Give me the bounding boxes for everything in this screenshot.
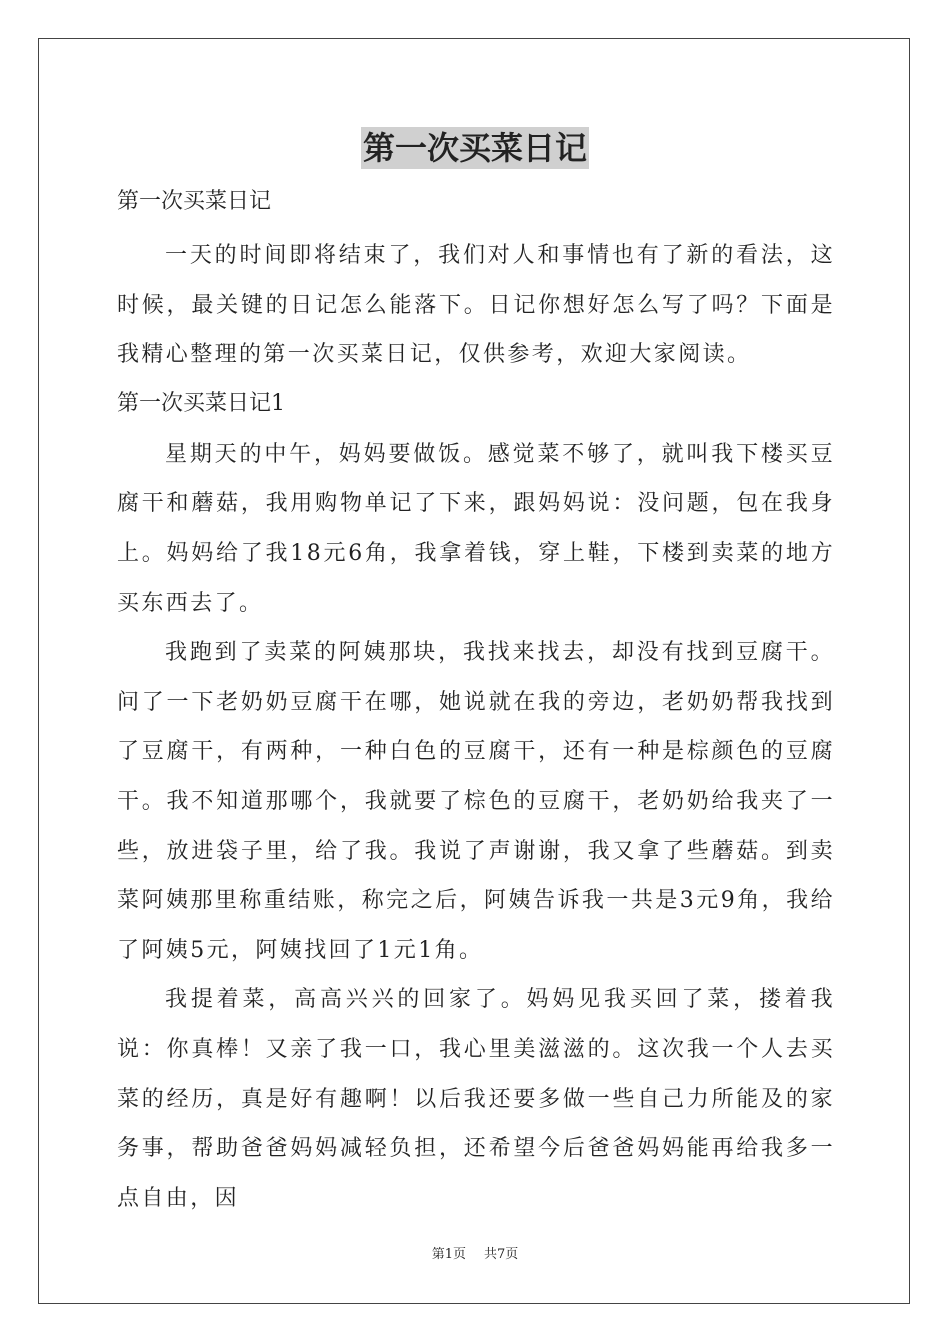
page-footer — [0, 1246, 950, 1264]
intro-paragraph: 一天的时间即将结束了，我们对人和事情也有了新的看法，这时候，最关键的日记怎么能落下。日记你想好怎么写了吗？下面是我精心整理的第一次买菜日记，仅供参考，欢迎大家阅读。 — [117, 243, 835, 368]
body-paragraph: 星期天的中午，妈妈要做饭。感觉菜不够了，就叫我下楼买豆腐干和蘑菇，我用购物单记了下来，跟妈妈说：没问题，包在我身上。妈妈给了我18元6角，我拿着钱，穿上鞋，下楼到卖菜的地方买东西去了。 — [117, 441, 835, 616]
document-title: 第一次买菜日记 — [362, 129, 587, 167]
total-pages: 共7页 — [484, 1247, 519, 1262]
section-heading: 第一次买菜日记1 — [117, 390, 285, 416]
page-number: 第1页 — [431, 1247, 466, 1262]
body-paragraph: 我跑到了卖菜的阿姨那块，我找来找去，却没有找到豆腐干。问了一下老奶奶豆腐干在哪，她说就在我的旁边，老奶奶帮我找到了豆腐干，有两种，一种白色的豆腐干，还有一种是棕颜色的豆腐干。我不知道那哪个，我就要了棕色的豆腐干，老奶奶给我夹了一些，放进袋子里，给了我。我说了声谢谢，我又拿了些蘑菇。到卖菜阿姨那里称重结账，称完之后，阿姨告诉我一共是3元9角，我给了阿姨5元，阿姨找回了1元1角。 — [117, 640, 835, 963]
body-paragraph: 我提着菜，高高兴兴的回家了。妈妈见我买回了菜，搂着我说：你真棒！又亲了我一口，我心里美滋滋的。这次我一个人去买菜的经历，真是好有趣啊！以后我还要多做一些自己力所能及的家务事，帮助爸爸妈妈减轻负担，还希望今后爸爸妈妈能再给我多一点自由，因 — [117, 987, 835, 1211]
title-container — [0, 127, 950, 169]
subheading: 第一次买菜日记 — [117, 189, 272, 214]
document-body — [117, 180, 835, 1223]
